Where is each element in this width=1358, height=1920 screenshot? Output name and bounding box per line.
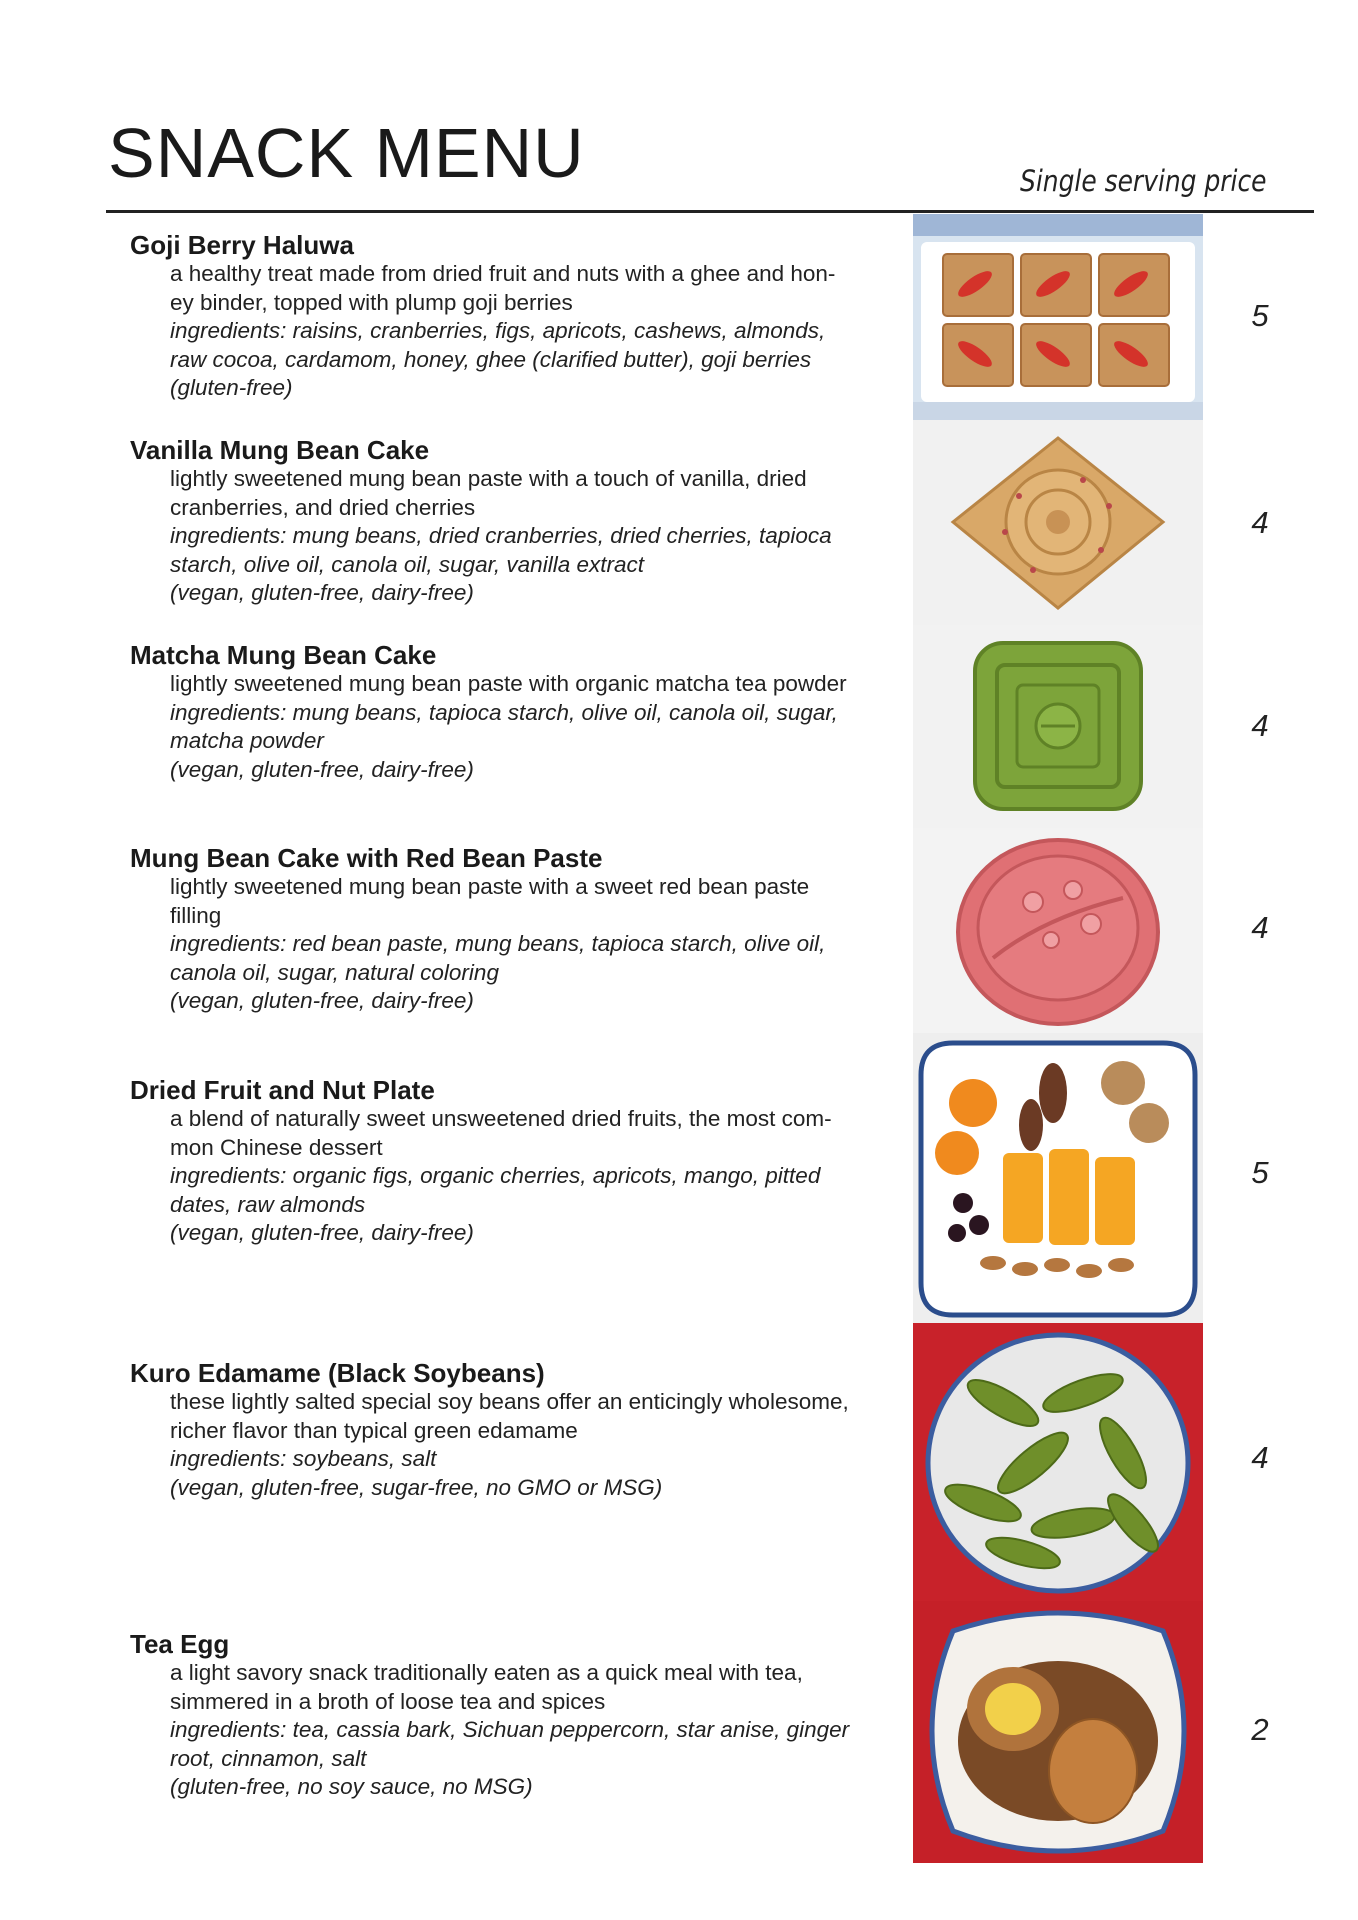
item-name: Tea Egg: [130, 1629, 230, 1659]
item-ingredients: ingredients: raisins, cranberries, figs, apricots, cashews, almonds, raw cocoa, cardamom, honey, ghee (clarified butter), goji berries: [170, 318, 826, 372]
fruit-nut-plate-photo: [913, 1033, 1203, 1323]
item-dietary-notes: (gluten-free, no soy sauce, no MSG): [170, 1774, 533, 1800]
price-column-header: Single serving price: [1020, 164, 1267, 198]
menu-item-matcha-mung-bean-cake: [130, 640, 910, 784]
red-bean-cake-photo: [913, 828, 1203, 1033]
item-name: Mung Bean Cake with Red Bean Paste: [130, 843, 603, 873]
item-dietary-notes: (vegan, gluten-free, dairy-free): [170, 756, 474, 782]
item-dietary-notes: (vegan, gluten-free, sugar-free, no GMO or MSG): [170, 1474, 663, 1500]
item-dietary-notes: (vegan, gluten-free, dairy-free): [170, 580, 474, 606]
item-description: lightly sweetened mung bean paste with a touch of vanilla, dried cranberries, and dried cherries: [170, 466, 807, 520]
item-name: Kuro Edamame (Black Soybeans): [130, 1358, 545, 1388]
item-price: 5: [1251, 298, 1269, 333]
page-title: SNACK MENU: [108, 114, 585, 192]
item-price: 4: [1251, 1440, 1269, 1475]
item-price: 4: [1251, 505, 1269, 540]
item-price: 4: [1251, 910, 1269, 945]
item-ingredients: ingredients: organic figs, organic cherries, apricots, mango, pitted dates, raw almonds: [170, 1163, 821, 1217]
header-divider: [106, 210, 1314, 213]
item-description: a light savory snack traditionally eaten as a quick meal with tea, simmered in a broth of loose tea and spices: [170, 1660, 803, 1714]
matcha-cake-photo: [913, 625, 1203, 828]
item-name: Goji Berry Haluwa: [130, 230, 354, 260]
vanilla-cake-photo: [913, 420, 1203, 625]
menu-item-kuro-edamame: [130, 1358, 910, 1502]
menu-item-tea-egg: [130, 1629, 910, 1802]
menu-item-red-bean-mung-bean-cake: [130, 843, 910, 1016]
item-ingredients: ingredients: tea, cassia bark, Sichuan peppercorn, star anise, ginger root, cinnamon, salt: [170, 1717, 850, 1771]
item-price: 2: [1251, 1712, 1269, 1747]
item-description: lightly sweetened mung bean paste with organic matcha tea powder: [170, 671, 847, 696]
item-name: Vanilla Mung Bean Cake: [130, 435, 430, 465]
item-name: Matcha Mung Bean Cake: [130, 640, 437, 670]
item-description: a blend of naturally sweet unsweetened dried fruits, the most com- mon Chinese dessert: [170, 1106, 832, 1160]
item-name: Dried Fruit and Nut Plate: [130, 1075, 435, 1105]
item-dietary-notes: (gluten-free): [170, 375, 293, 401]
item-ingredients: ingredients: mung beans, tapioca starch, olive oil, canola oil, sugar, matcha powder: [170, 699, 838, 754]
menu-item-goji-berry-haluwa: [130, 230, 910, 403]
item-ingredients: ingredients: red bean paste, mung beans, tapioca starch, olive oil, canola oil, sugar, natural coloring: [170, 931, 826, 985]
tea-egg-photo: [913, 1601, 1203, 1863]
item-ingredients: ingredients: mung beans, dried cranberries, dried cherries, tapioca starch, olive oil, canola oil, sugar, vanilla extract: [170, 523, 832, 577]
item-dietary-notes: (vegan, gluten-free, dairy-free): [170, 1220, 474, 1246]
menu-item-dried-fruit-and-nut-plate: [130, 1075, 910, 1248]
goji-haluwa-photo: [913, 214, 1203, 420]
item-ingredients: ingredients: soybeans, salt: [170, 1446, 437, 1472]
edamame-photo: [913, 1323, 1203, 1601]
item-price: 5: [1251, 1155, 1269, 1190]
item-dietary-notes: (vegan, gluten-free, dairy-free): [170, 988, 474, 1014]
item-description: these lightly salted special soy beans offer an enticingly wholesome, richer flavor than typical green edamame: [170, 1389, 849, 1443]
menu-item-vanilla-mung-bean-cake: [130, 435, 910, 608]
item-description: a healthy treat made from dried fruit and nuts with a ghee and hon- ey binder, topped with plump goji berries: [170, 261, 836, 315]
item-price: 4: [1251, 708, 1269, 743]
item-description: lightly sweetened mung bean paste with a sweet red bean paste filling: [170, 874, 810, 928]
